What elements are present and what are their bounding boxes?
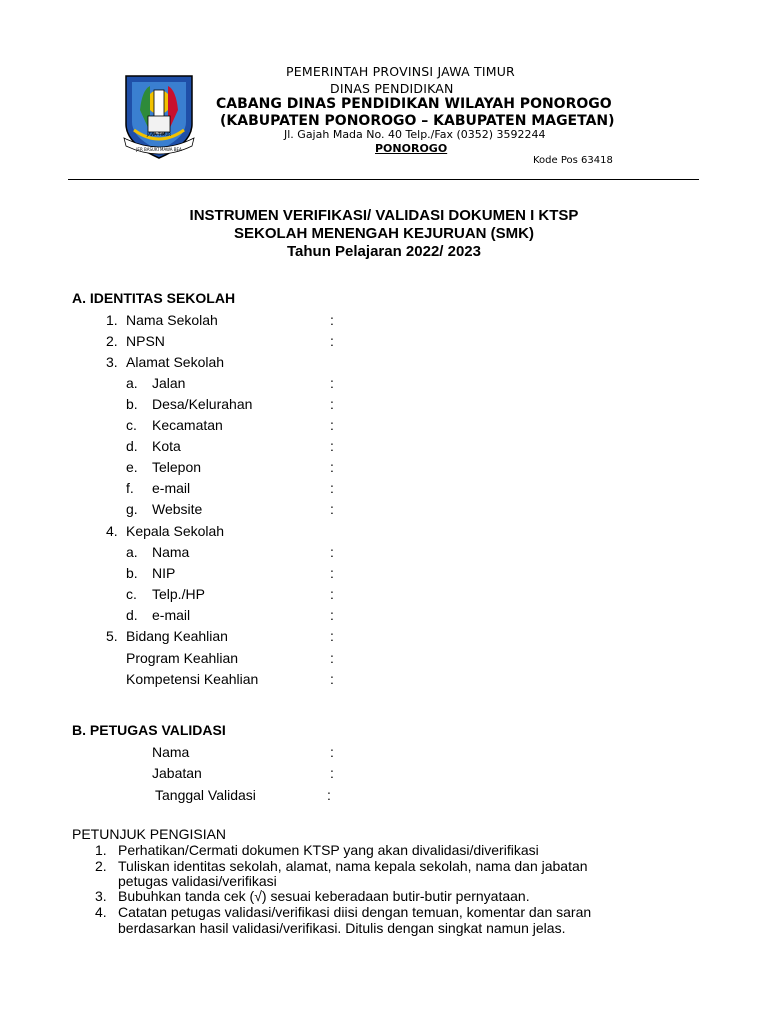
validator-field-colon: : bbox=[330, 744, 334, 760]
field-marker: b. bbox=[126, 396, 138, 412]
logo-ribbon-top: JAWA TIMUR bbox=[146, 132, 172, 137]
instructions-heading: PETUNJUK PENGISIAN bbox=[72, 826, 227, 842]
validator-field-label: Nama bbox=[152, 744, 190, 760]
field-marker: c. bbox=[126, 417, 137, 433]
letterhead-government: PEMERINTAH PROVINSI JAWA TIMUR bbox=[286, 64, 515, 79]
instruction-text: Tuliskan identitas sekolah, alamat, nama kepala sekolah, nama dan jabatan bbox=[118, 858, 588, 874]
field-colon: : bbox=[330, 375, 334, 391]
letterhead-postal-code: Kode Pos 63418 bbox=[533, 155, 613, 166]
field-marker: e. bbox=[126, 459, 138, 475]
field-marker: 5. bbox=[106, 628, 118, 644]
section-b-heading: B. PETUGAS VALIDASI bbox=[72, 722, 226, 738]
field-marker: 2. bbox=[106, 333, 118, 349]
field-label: Nama bbox=[152, 544, 190, 560]
instruction-text: Perhatikan/Cermati dokumen KTSP yang akan divalidasi/diverifikasi bbox=[118, 842, 539, 858]
field-colon: : bbox=[330, 650, 334, 666]
instruction-number: 1. bbox=[95, 842, 107, 858]
validator-field-colon: : bbox=[327, 787, 331, 803]
field-label: Kecamatan bbox=[152, 417, 223, 433]
field-label: NPSN bbox=[126, 333, 165, 349]
field-marker: d. bbox=[126, 438, 138, 454]
field-label: Alamat Sekolah bbox=[126, 354, 225, 370]
field-label: Bidang Keahlian bbox=[126, 628, 228, 644]
field-label: NIP bbox=[152, 565, 176, 581]
logo-ribbon-bottom: JER BASUKI MAWA BEA bbox=[136, 147, 182, 152]
document-title-year: Tahun Pelajaran 2022/ 2023 bbox=[287, 243, 481, 260]
field-label: Program Keahlian bbox=[126, 650, 239, 666]
field-label: Nama Sekolah bbox=[126, 312, 218, 328]
field-colon: : bbox=[330, 417, 334, 433]
field-marker: 1. bbox=[106, 312, 118, 328]
field-label: Telepon bbox=[152, 459, 202, 475]
instruction-text-continued: berdasarkan hasil validasi/verifikasi. Ditulis dengan singkat namun jelas. bbox=[118, 920, 566, 936]
field-label: Jalan bbox=[152, 375, 186, 391]
field-label: Kompetensi Keahlian bbox=[126, 671, 259, 687]
field-marker: b. bbox=[126, 565, 138, 581]
field-label: Desa/Kelurahan bbox=[152, 396, 253, 412]
field-colon: : bbox=[330, 312, 334, 328]
field-colon: : bbox=[330, 396, 334, 412]
field-colon: : bbox=[330, 459, 334, 475]
letterhead-regencies: (KABUPATEN PONOROGO – KABUPATEN MAGETAN) bbox=[220, 113, 615, 129]
validator-field-label: Jabatan bbox=[152, 765, 202, 781]
instruction-text: Bubuhkan tanda cek (√) sesuai keberadaan butir-butir pernyataan. bbox=[118, 888, 530, 904]
letterhead-city: PONOROGO bbox=[375, 142, 448, 155]
field-colon: : bbox=[330, 586, 334, 602]
field-marker: a. bbox=[126, 544, 138, 560]
instruction-number: 3. bbox=[95, 888, 107, 904]
field-colon: : bbox=[330, 480, 334, 496]
field-colon: : bbox=[330, 501, 334, 517]
section-a-heading: A. IDENTITAS SEKOLAH bbox=[72, 290, 236, 306]
field-colon: : bbox=[330, 628, 334, 644]
field-label: Kota bbox=[152, 438, 181, 454]
field-colon: : bbox=[330, 607, 334, 623]
field-colon: : bbox=[330, 565, 334, 581]
jawa-timur-emblem-logo bbox=[120, 72, 198, 162]
field-marker: a. bbox=[126, 375, 138, 391]
field-marker: f. bbox=[126, 480, 134, 496]
instruction-text-continued: petugas validasi/verifikasi bbox=[118, 873, 277, 889]
validator-field-colon: : bbox=[330, 765, 334, 781]
validator-field-label: Tanggal Validasi bbox=[155, 787, 256, 803]
letterhead-address: Jl. Gajah Mada No. 40 Telp./Fax (0352) 3592244 bbox=[284, 128, 546, 141]
field-label: Website bbox=[152, 501, 203, 517]
instruction-number: 4. bbox=[95, 904, 107, 920]
field-colon: : bbox=[330, 438, 334, 454]
field-marker: c. bbox=[126, 586, 137, 602]
letterhead-divider bbox=[68, 179, 699, 180]
field-marker: 4. bbox=[106, 523, 118, 539]
letterhead-branch: CABANG DINAS PENDIDIKAN WILAYAH PONOROGO bbox=[216, 96, 612, 112]
instruction-number: 2. bbox=[95, 858, 107, 874]
field-colon: : bbox=[330, 671, 334, 687]
field-label: Kepala Sekolah bbox=[126, 523, 225, 539]
field-label: Telp./HP bbox=[152, 586, 205, 602]
document-title-line2: SEKOLAH MENENGAH KEJURUAN (SMK) bbox=[233, 225, 534, 242]
document-title-line1: INSTRUMEN VERIFIKASI/ VALIDASI DOKUMEN I KTSP bbox=[189, 207, 579, 224]
instruction-text: Catatan petugas validasi/verifikasi diisi dengan temuan, komentar dan saran bbox=[118, 904, 592, 920]
field-label: e-mail bbox=[152, 480, 191, 496]
field-marker: 3. bbox=[106, 354, 118, 370]
field-marker: g. bbox=[126, 501, 138, 517]
field-label: e-mail bbox=[152, 607, 191, 623]
field-colon: : bbox=[330, 544, 334, 560]
letterhead-department: DINAS PENDIDIKAN bbox=[330, 81, 454, 96]
field-colon: : bbox=[330, 333, 334, 349]
field-marker: d. bbox=[126, 607, 138, 623]
